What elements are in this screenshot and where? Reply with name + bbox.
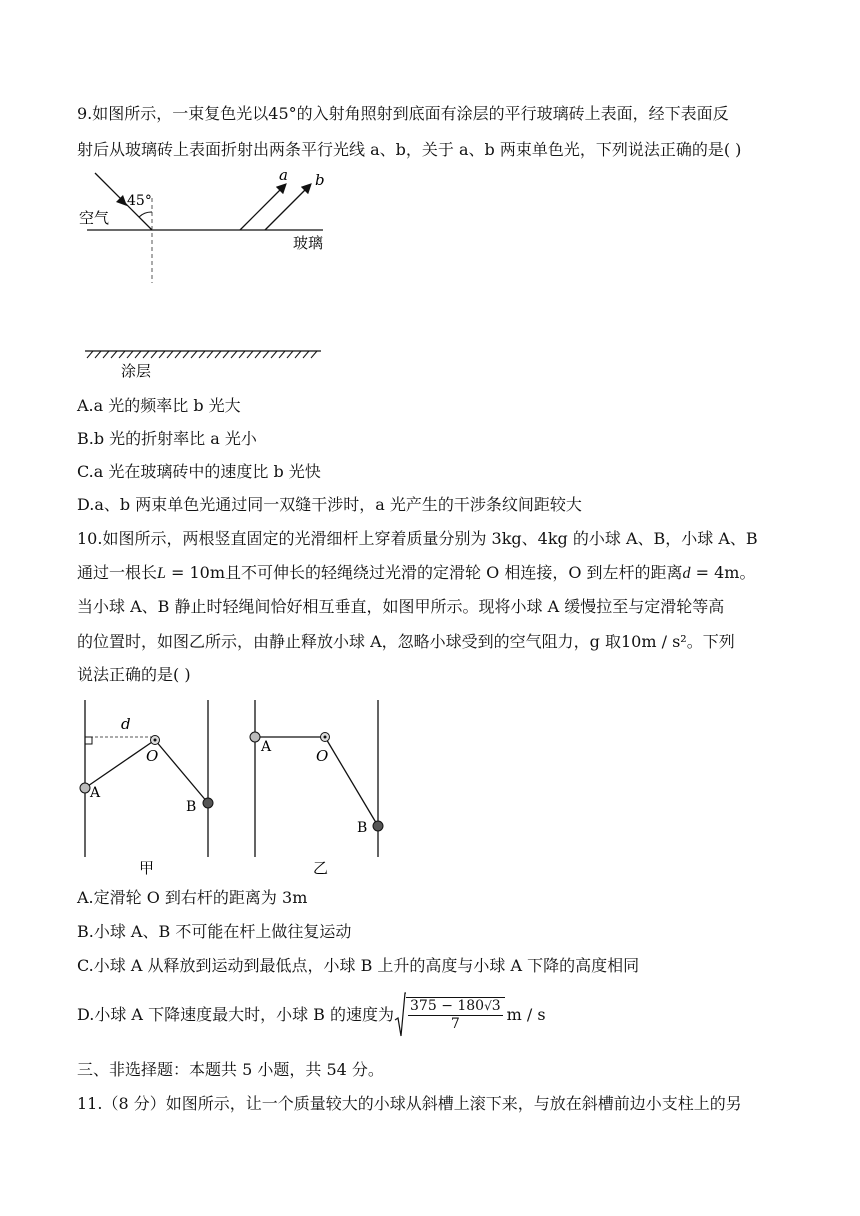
q10-stem-line4 bbox=[77, 632, 735, 652]
q10-option-a: A.定滑轮 O 到右杆的距离为 3m bbox=[77, 888, 308, 907]
q10-eq2: = 4m bbox=[690, 563, 740, 582]
yi-rope-b bbox=[325, 737, 378, 826]
jia-B-label: B bbox=[186, 799, 197, 815]
q10-stem-line2 bbox=[77, 563, 755, 584]
q9-option-d: D.a、b 两束单色光通过同一双缝干涉时，a 光产生的干涉条纹间距较大 bbox=[77, 495, 582, 514]
var-L: L bbox=[157, 565, 166, 582]
jia-ball-b bbox=[203, 798, 213, 808]
var-d: d bbox=[682, 565, 691, 582]
section-3-heading: 三、非选择题：本题共 5 小题，共 54 分。 bbox=[77, 1060, 384, 1079]
yi-label: 乙 bbox=[313, 859, 329, 877]
q9-stem-line2: 射后从玻璃砖上表面折射出两条平行光线 a、b，关于 a、b 两束单色光，下列说法正确的是( ) bbox=[77, 140, 742, 159]
numerator-text: 375 − 180 bbox=[410, 998, 485, 1014]
q10-line4-part2: 。下列 bbox=[686, 632, 735, 651]
numerator-root: 3 bbox=[491, 998, 501, 1014]
fraction-numerator: 375 − 180√3 bbox=[410, 998, 501, 1014]
q10-stem-line5: 说法正确的是( ) bbox=[77, 665, 191, 684]
q10-option-d-unit: m / s bbox=[506, 1005, 546, 1024]
fraction-denominator: 7 bbox=[450, 1016, 460, 1032]
q10-option-d-text: D.小球 A 下降速度最大时，小球 B 的速度为 bbox=[77, 1005, 395, 1024]
ray-a-label: a bbox=[279, 168, 288, 184]
q10-line4-part1: 的位置时，如图乙所示，由静止释放小球 A，忽略小球受到的空气阻力，g 取 bbox=[77, 632, 621, 651]
yi-B-label: B bbox=[357, 820, 368, 836]
ray-b-label: b bbox=[315, 171, 325, 189]
q10-option-b: B.小球 A、B 不可能在杆上做往复运动 bbox=[77, 922, 352, 941]
yi-O-label: O bbox=[316, 747, 329, 765]
fraction bbox=[406, 997, 505, 1033]
air-label: 空气 bbox=[79, 209, 110, 227]
jia-label: 甲 bbox=[139, 859, 155, 877]
jia-d-label: d bbox=[121, 715, 131, 733]
q10-g-value: 10m / s² bbox=[620, 632, 687, 651]
yi-A-label: A bbox=[261, 739, 272, 755]
q10-stem-line3: 当小球 A、B 静止时轻绳间恰好相互垂直，如图甲所示。现将小球 A 缓慢拉至与定滑轮等高 bbox=[77, 597, 725, 616]
q10-line2-part2: 且不可伸长的轻绳绕过光滑的定滑轮 O 相连接，O 到左杆的距离 bbox=[225, 563, 683, 582]
sqrt-expression bbox=[394, 992, 505, 1038]
yi-ball-a bbox=[250, 732, 260, 742]
q10-eq1: = 10m bbox=[165, 563, 226, 582]
jia-rope-b bbox=[155, 740, 208, 803]
jia-ball-a bbox=[80, 783, 90, 793]
q10-line2-part1: 通过一根长 bbox=[77, 563, 158, 582]
q10-option-c: C.小球 A 从释放到运动到最低点，小球 B 上升的高度与小球 A 下降的高度相同 bbox=[77, 956, 640, 975]
q11-stem-line1: 11.（8 分）如图所示，让一个质量较大的小球从斜槽上滚下来，与放在斜槽前边小支柱上的另 bbox=[77, 1094, 742, 1113]
ray-b bbox=[265, 185, 310, 230]
q9-option-c: C.a 光在玻璃砖中的速度比 b 光快 bbox=[77, 462, 321, 481]
jia-O-label: O bbox=[146, 747, 159, 765]
q10-stem-line1: 10.如图所示，两根竖直固定的光滑细杆上穿着质量分别为 3kg、4kg 的小球 A、B，小球 A、B bbox=[77, 529, 758, 548]
yi-ball-b bbox=[373, 821, 383, 831]
angle-label: 45° bbox=[127, 193, 152, 209]
q9-figure bbox=[75, 168, 345, 383]
q10-option-d bbox=[77, 990, 546, 1040]
q9-option-b: B.b 光的折射率比 a 光小 bbox=[77, 429, 257, 448]
ray-a bbox=[240, 185, 285, 230]
q10-figure bbox=[75, 695, 395, 885]
sqrt-sign bbox=[394, 992, 406, 1038]
jia-A-label: A bbox=[90, 785, 101, 801]
coating-label: 涂层 bbox=[121, 362, 152, 380]
glass-label: 玻璃 bbox=[293, 234, 324, 252]
q10-line2-part3: 。 bbox=[739, 563, 756, 582]
jia-rope-a bbox=[85, 740, 155, 788]
q9-option-a: A.a 光的频率比 b 光大 bbox=[77, 396, 241, 415]
q9-stem-line1: 9.如图所示，一束复色光以45°的入射角照射到底面有涂层的平行玻璃砖上表面，经下表面反 bbox=[77, 104, 729, 123]
